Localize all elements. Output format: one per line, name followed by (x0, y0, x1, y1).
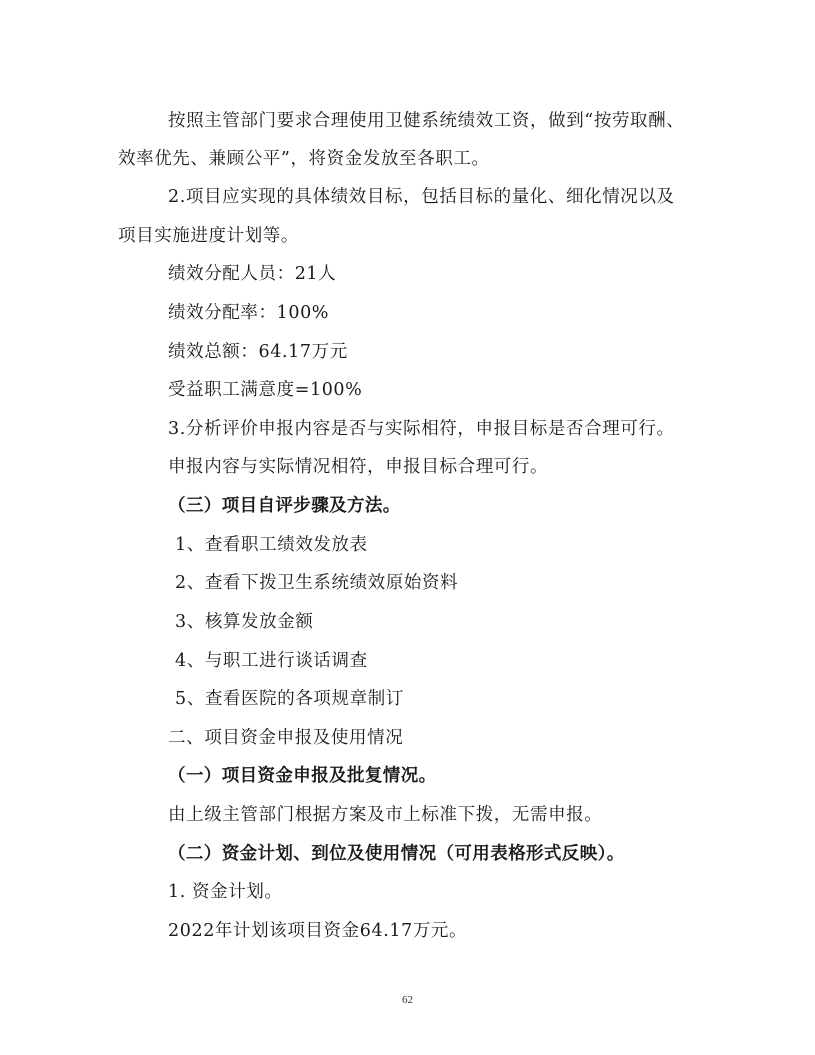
performance-total-amount: 绩效总额：64.17万元 (168, 342, 348, 362)
paragraph-line: 申报内容与实际情况相符，申报目标合理可行。 (168, 457, 549, 477)
paragraph-line: 效率优先、兼顾公平”，将资金发放至各职工。 (118, 149, 490, 169)
page-number: 62 (402, 994, 413, 1006)
paragraph-line: 按照主管部门要求合理使用卫健系统绩效工资，做到“按劳取酬、 (168, 111, 685, 131)
self-eval-step: 5、查看医院的各项规章制订 (175, 689, 404, 709)
paragraph-line: 3.分析评价申报内容是否与实际相符，申报目标是否合理可行。 (168, 419, 675, 439)
fund-plan-label: 1. 资金计划。 (168, 882, 283, 902)
staff-satisfaction: 受益职工满意度=100% (168, 380, 363, 400)
fund-plan-text: 2022年计划该项目资金64.17万元。 (168, 921, 468, 941)
performance-distribution-rate: 绩效分配率：100% (168, 303, 330, 323)
section-heading-two: 二、项目资金申报及使用情况 (168, 728, 404, 748)
subsection-heading-one: （一）项目资金申报及批复情况。 (168, 766, 437, 786)
subsection-heading-two: （二）资金计划、到位及使用情况（可用表格形式反映）。 (168, 844, 625, 864)
paragraph-line: 由上级主管部门根据方案及市上标准下拨，无需申报。 (168, 805, 603, 825)
paragraph-line: 2.项目应实现的具体绩效目标，包括目标的量化、细化情况以及 (168, 187, 675, 207)
self-eval-step: 3、核算发放金额 (175, 612, 314, 632)
performance-staff-count: 绩效分配人员：21人 (168, 264, 337, 284)
self-eval-step: 1、查看职工绩效发放表 (175, 535, 368, 555)
section-heading-self-eval: （三）项目自评步骤及方法。 (168, 496, 401, 516)
self-eval-step: 2、查看下拨卫生系统绩效原始资料 (175, 573, 459, 593)
paragraph-line: 项目实施进度计划等。 (118, 226, 299, 246)
self-eval-step: 4、与职工进行谈话调查 (175, 651, 368, 671)
